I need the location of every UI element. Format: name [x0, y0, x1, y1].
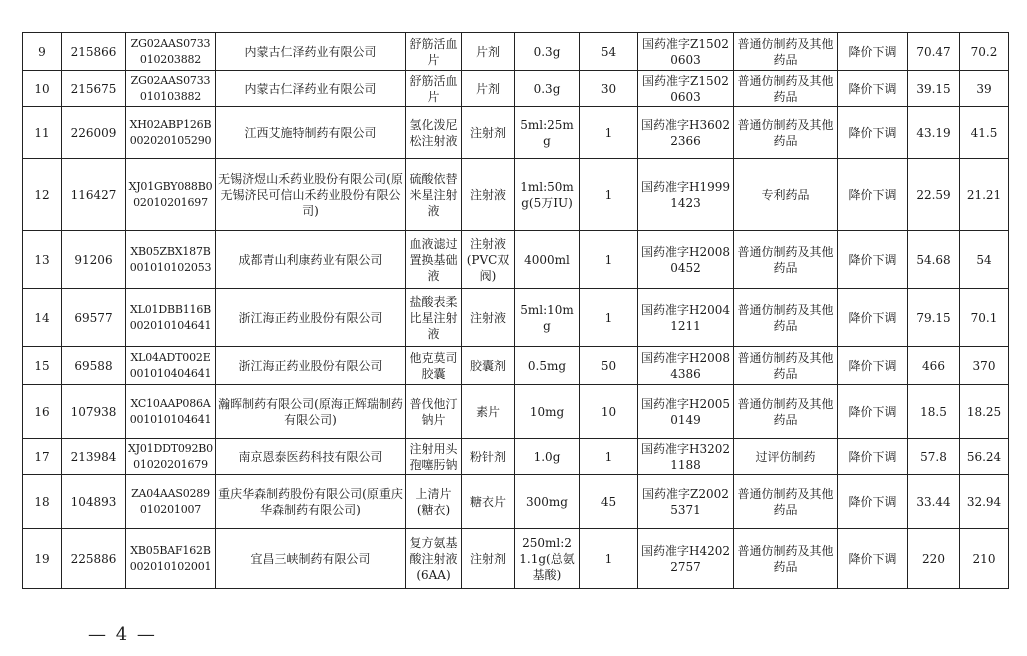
price-action: 降价下调: [838, 289, 908, 347]
drug-code: ZA04AAS0289010201007: [126, 475, 216, 529]
row-number: 12: [23, 159, 62, 231]
specification: 250ml:21.1g(总氨基酸): [515, 529, 580, 589]
drug-category: 过评仿制药: [734, 439, 838, 475]
row-number: 19: [23, 529, 62, 589]
row-number: 10: [23, 71, 62, 107]
approval-number: 国药准字H20080452: [638, 231, 734, 289]
original-price: 54.68: [908, 231, 960, 289]
drug-code: XH02ABP126B002020105290: [126, 107, 216, 159]
drug-id: 215866: [62, 33, 126, 71]
drug-name: 舒筋活血片: [406, 71, 462, 107]
adjusted-price: 41.5: [960, 107, 1009, 159]
drug-category: 普通仿制药及其他药品: [734, 289, 838, 347]
dosage-form: 素片: [462, 385, 515, 439]
price-action: 降价下调: [838, 231, 908, 289]
specification: 5ml:10mg: [515, 289, 580, 347]
original-price: 70.47: [908, 33, 960, 71]
original-price: 57.8: [908, 439, 960, 475]
table-row: [23, 439, 1009, 475]
drug-code: XJ01DDT092B001020201679: [126, 439, 216, 475]
drug-id: 69588: [62, 347, 126, 385]
original-price: 39.15: [908, 71, 960, 107]
table-row: [23, 347, 1009, 385]
drug-id: 215675: [62, 71, 126, 107]
row-number: 15: [23, 347, 62, 385]
original-price: 22.59: [908, 159, 960, 231]
page-number: — 4 —: [88, 624, 157, 645]
drug-code: XC10AAP086A001010104641: [126, 385, 216, 439]
row-number: 9: [23, 33, 62, 71]
adjusted-price: 54: [960, 231, 1009, 289]
price-action: 降价下调: [838, 33, 908, 71]
specification: 5ml:25mg: [515, 107, 580, 159]
approval-number: 国药准字Z20025371: [638, 475, 734, 529]
drug-code: XB05BAF162B002010102001: [126, 529, 216, 589]
table-row: [23, 475, 1009, 529]
drug-category: 普通仿制药及其他药品: [734, 385, 838, 439]
drug-id: 225886: [62, 529, 126, 589]
drug-name: 注射用头孢噻肟钠: [406, 439, 462, 475]
package-quantity: 30: [580, 71, 638, 107]
drug-name: 盐酸表柔比星注射液: [406, 289, 462, 347]
table-body: [23, 33, 1009, 589]
row-number: 13: [23, 231, 62, 289]
dosage-form: 片剂: [462, 33, 515, 71]
drug-category: 普通仿制药及其他药品: [734, 529, 838, 589]
specification: 1ml:50mg(5万IU): [515, 159, 580, 231]
dosage-form: 注射剂: [462, 107, 515, 159]
package-quantity: 1: [580, 529, 638, 589]
package-quantity: 1: [580, 107, 638, 159]
company-name: 江西艾施特制药有限公司: [216, 107, 406, 159]
price-action: 降价下调: [838, 385, 908, 439]
drug-name: 普伐他汀钠片: [406, 385, 462, 439]
drug-id: 107938: [62, 385, 126, 439]
original-price: 18.5: [908, 385, 960, 439]
table-row: [23, 71, 1009, 107]
company-name: 内蒙古仁泽药业有限公司: [216, 71, 406, 107]
approval-number: 国药准字H20050149: [638, 385, 734, 439]
row-number: 16: [23, 385, 62, 439]
adjusted-price: 39: [960, 71, 1009, 107]
package-quantity: 1: [580, 231, 638, 289]
approval-number: 国药准字H42022757: [638, 529, 734, 589]
original-price: 43.19: [908, 107, 960, 159]
specification: 0.3g: [515, 33, 580, 71]
package-quantity: 45: [580, 475, 638, 529]
drug-category: 专利药品: [734, 159, 838, 231]
drug-category: 普通仿制药及其他药品: [734, 71, 838, 107]
dosage-form: 注射液: [462, 289, 515, 347]
package-quantity: 1: [580, 289, 638, 347]
original-price: 33.44: [908, 475, 960, 529]
drug-id: 116427: [62, 159, 126, 231]
price-action: 降价下调: [838, 107, 908, 159]
drug-id: 226009: [62, 107, 126, 159]
row-number: 17: [23, 439, 62, 475]
company-name: 宜昌三峡制药有限公司: [216, 529, 406, 589]
approval-number: 国药准字H36022366: [638, 107, 734, 159]
drug-category: 普通仿制药及其他药品: [734, 347, 838, 385]
approval-number: 国药准字Z15020603: [638, 71, 734, 107]
price-action: 降价下调: [838, 529, 908, 589]
approval-number: 国药准字H20041211: [638, 289, 734, 347]
drug-name: 上清片(糖衣): [406, 475, 462, 529]
package-quantity: 50: [580, 347, 638, 385]
original-price: 466: [908, 347, 960, 385]
drug-name: 舒筋活血片: [406, 33, 462, 71]
adjusted-price: 70.2: [960, 33, 1009, 71]
dosage-form: 片剂: [462, 71, 515, 107]
company-name: 无锡济煜山禾药业股份有限公司(原无锡济民可信山禾药业股份有限公司): [216, 159, 406, 231]
drug-code: XL01DBB116B002010104641: [126, 289, 216, 347]
dosage-form: 注射剂: [462, 529, 515, 589]
row-number: 11: [23, 107, 62, 159]
specification: 0.3g: [515, 71, 580, 107]
table-row: [23, 529, 1009, 589]
specification: 1.0g: [515, 439, 580, 475]
drug-code: XB05ZBX187B001010102053: [126, 231, 216, 289]
table-row: [23, 385, 1009, 439]
drug-name: 血液滤过置换基础液: [406, 231, 462, 289]
row-number: 14: [23, 289, 62, 347]
company-name: 瀚晖制药有限公司(原海正辉瑞制药有限公司): [216, 385, 406, 439]
approval-number: 国药准字Z15020603: [638, 33, 734, 71]
row-number: 18: [23, 475, 62, 529]
drug-category: 普通仿制药及其他药品: [734, 231, 838, 289]
specification: 300mg: [515, 475, 580, 529]
company-name: 成都青山利康药业有限公司: [216, 231, 406, 289]
dosage-form: 注射液(PVC双阀): [462, 231, 515, 289]
specification: 10mg: [515, 385, 580, 439]
adjusted-price: 210: [960, 529, 1009, 589]
drug-category: 普通仿制药及其他药品: [734, 475, 838, 529]
adjusted-price: 18.25: [960, 385, 1009, 439]
dosage-form: 糖衣片: [462, 475, 515, 529]
price-action: 降价下调: [838, 71, 908, 107]
drug-code: ZG02AAS0733010203882: [126, 33, 216, 71]
company-name: 重庆华森制药股份有限公司(原重庆华森制药有限公司): [216, 475, 406, 529]
drug-category: 普通仿制药及其他药品: [734, 107, 838, 159]
table-row: [23, 107, 1009, 159]
dosage-form: 粉针剂: [462, 439, 515, 475]
drug-id: 69577: [62, 289, 126, 347]
company-name: 浙江海正药业股份有限公司: [216, 347, 406, 385]
approval-number: 国药准字H19991423: [638, 159, 734, 231]
original-price: 220: [908, 529, 960, 589]
adjusted-price: 21.21: [960, 159, 1009, 231]
drug-name: 氢化泼尼松注射液: [406, 107, 462, 159]
drug-id: 213984: [62, 439, 126, 475]
drug-price-table: [22, 32, 1009, 589]
approval-number: 国药准字H20084386: [638, 347, 734, 385]
specification: 4000ml: [515, 231, 580, 289]
package-quantity: 54: [580, 33, 638, 71]
package-quantity: 10: [580, 385, 638, 439]
table-row: [23, 231, 1009, 289]
package-quantity: 1: [580, 159, 638, 231]
adjusted-price: 56.24: [960, 439, 1009, 475]
adjusted-price: 70.1: [960, 289, 1009, 347]
drug-name: 硫酸依替米星注射液: [406, 159, 462, 231]
dosage-form: 胶囊剂: [462, 347, 515, 385]
drug-name: 他克莫司胶囊: [406, 347, 462, 385]
drug-code: XJ01GBY088B002010201697: [126, 159, 216, 231]
package-quantity: 1: [580, 439, 638, 475]
dosage-form: 注射液: [462, 159, 515, 231]
drug-id: 91206: [62, 231, 126, 289]
company-name: 浙江海正药业股份有限公司: [216, 289, 406, 347]
price-action: 降价下调: [838, 347, 908, 385]
company-name: 内蒙古仁泽药业有限公司: [216, 33, 406, 71]
drug-name: 复方氨基酸注射液(6AA): [406, 529, 462, 589]
table-row: [23, 33, 1009, 71]
drug-code: XL04ADT002E001010404641: [126, 347, 216, 385]
adjusted-price: 32.94: [960, 475, 1009, 529]
price-action: 降价下调: [838, 159, 908, 231]
price-action: 降价下调: [838, 475, 908, 529]
original-price: 79.15: [908, 289, 960, 347]
table-row: [23, 159, 1009, 231]
table-row: [23, 289, 1009, 347]
approval-number: 国药准字H32021188: [638, 439, 734, 475]
drug-category: 普通仿制药及其他药品: [734, 33, 838, 71]
company-name: 南京恩泰医药科技有限公司: [216, 439, 406, 475]
specification: 0.5mg: [515, 347, 580, 385]
drug-code: ZG02AAS0733010103882: [126, 71, 216, 107]
price-action: 降价下调: [838, 439, 908, 475]
adjusted-price: 370: [960, 347, 1009, 385]
drug-id: 104893: [62, 475, 126, 529]
